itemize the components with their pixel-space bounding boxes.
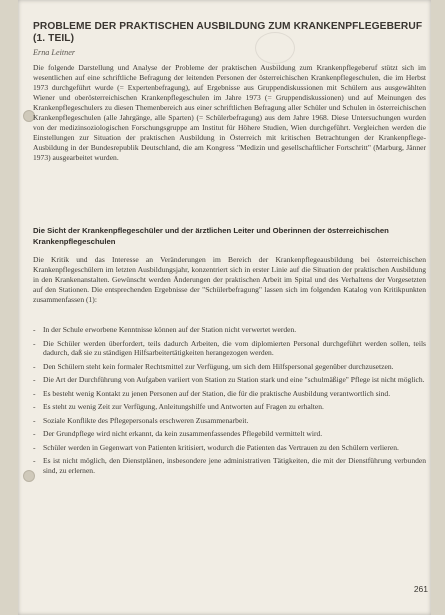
list-item <box>33 389 426 399</box>
list-item-text: Es ist nicht möglich, den Dienstplänen, insbesondere jene administrativen Tätigkeiten, die mit der Dienstführung verbunden sind, zu erlernen. <box>43 456 426 476</box>
dash-marker: - <box>33 402 36 412</box>
list-item <box>33 456 426 476</box>
list-item <box>33 429 426 439</box>
list-item-text: Den Schülern steht kein formaler Rechtsmittel zur Verfügung, um sich dem Hilfspersonal gegenüber durchzusetzen. <box>43 361 394 371</box>
list-item-text: Schüler werden in Gegenwart von Patienten kritisiert, wodurch die Patienten das Vertrauen zu den Schülern verlieren. <box>43 442 399 452</box>
list-item-text: Es besteht wenig Kontakt zu jenen Personen auf der Station, die für die praktische Ausbildung verantwortlich sind. <box>43 388 391 398</box>
library-stamp-icon <box>255 32 295 64</box>
list-item-text: Die Art der Durchführung von Aufgaben variiert von Station zu Station stark und eine "schulmäßige" Pflege ist nicht möglich. <box>43 375 425 385</box>
dash-marker: - <box>33 456 36 466</box>
list-item <box>33 325 426 335</box>
list-item-text: Die Schüler werden überfordert, teils dadurch Arbeiten, die vom diplomierten Personal durchgeführt werden sollen, teils dadurch, daß sie zu ständigen Hilfsarbeitertätigkeiten herangezogen werden. <box>43 338 426 358</box>
dash-marker: - <box>33 325 36 334</box>
intro-paragraph: Die folgende Darstellung und Analyse der Probleme der praktischen Ausbildung zum Krankenpflegeberuf stützt sich im wesentlichen auf eine schriftliche Befragung der leitenden Personen der österreichischen Krankenpflegeschulen, die im Herbst 1973 durchgeführt wurde (= Expertenbefragung), auf Ergebnisse aus Gruppendiskussionen mit Schülern aus ausgewählten Wiener und oberösterreichischen Krankenpflegeschulen im Jahre 1973 (= Gruppendiskussionen) und auf Meinungen des Krankenpflegeschulers zu diesen Themenbereich aus einer schriftlichen Befragung aller Schüler und Schulen in österreichischen Krankenpflegeschulen (alle Jahrgänge, alle Sparten) (= Schülerbefragung) aus dem Jahre 1968. Diese Untersuchungen wurden von der medizinsoziologischen Forschungsgruppe am Institut für Höhere Studien, Wien durchgeführt. Vergleichen werden die Einstellungen zur Situation der praktischen Ausbildung in Österreich mit kritischen Betrachtungen der Krankenpflege-Ausbildung in der Bundesrepublik Deutschland, die am Kongress "Medizin und gesellschaftlicher Fortschritt" (Marburg, Jänner 1973) ausgearbeitet wurden. <box>33 63 426 162</box>
dash-marker: - <box>33 361 36 371</box>
article-title: PROBLEME DER PRAKTISCHEN AUSBILDUNG ZUM KRANKENPFLEGEBERUF (1. TEIL) <box>33 21 423 44</box>
article-author: Erna Leitner <box>33 48 76 57</box>
dash-marker: - <box>33 415 36 425</box>
list-item <box>33 443 426 453</box>
dash-marker: - <box>33 388 36 398</box>
dash-marker: - <box>33 429 36 439</box>
dash-marker: - <box>33 442 36 452</box>
critique-list <box>33 325 426 480</box>
section-paragraph: Die Kritik und das Interesse an Veränderungen im Bereich der Krankenpflegeausbildung bei österreichischen Krankenpflegeschülern im letzten Ausbildungsjahr, konzentriert sich in erster Linie auf die Situation der praktischen Ausbildung in den Krankenanstalten. Gewünscht werden Änderungen der praktischen Arbeit im Spital und des Verhaltens der Vorgesetzten auf den Stationen. Die entsprechenden Ergebnisse der "Schülerbefragung" lassen sich im folgenden Katalog von Kritikpunkten zusammenfassen (1): <box>33 255 426 304</box>
list-item <box>33 339 426 359</box>
list-item-text: In der Schule erworbene Kenntnisse können auf der Station nicht verwertet werden. <box>43 325 297 334</box>
list-item <box>33 362 426 372</box>
list-item <box>33 416 426 426</box>
list-item-text: Es steht zu wenig Zeit zur Verfügung, Anleitungshilfe und Antworten auf Fragen zu erhalten. <box>43 402 324 412</box>
list-item <box>33 375 426 385</box>
section-heading: Die Sicht der Krankenpflegeschüler und der ärztlichen Leiter und Oberinnen der österreichischen Krankenpflegeschulen <box>33 226 389 246</box>
page-number: 261 <box>413 584 428 594</box>
dash-marker: - <box>33 375 36 385</box>
list-item-text: Der Grundpflege wird nicht erkannt, da kein zusammenfassendes Pflegebild vermittelt wird. <box>43 429 323 439</box>
list-item-text: Soziale Konflikte des Pflegepersonals erschweren Zusammenarbeit. <box>43 415 249 425</box>
list-item <box>33 402 426 412</box>
dash-marker: - <box>33 338 36 348</box>
